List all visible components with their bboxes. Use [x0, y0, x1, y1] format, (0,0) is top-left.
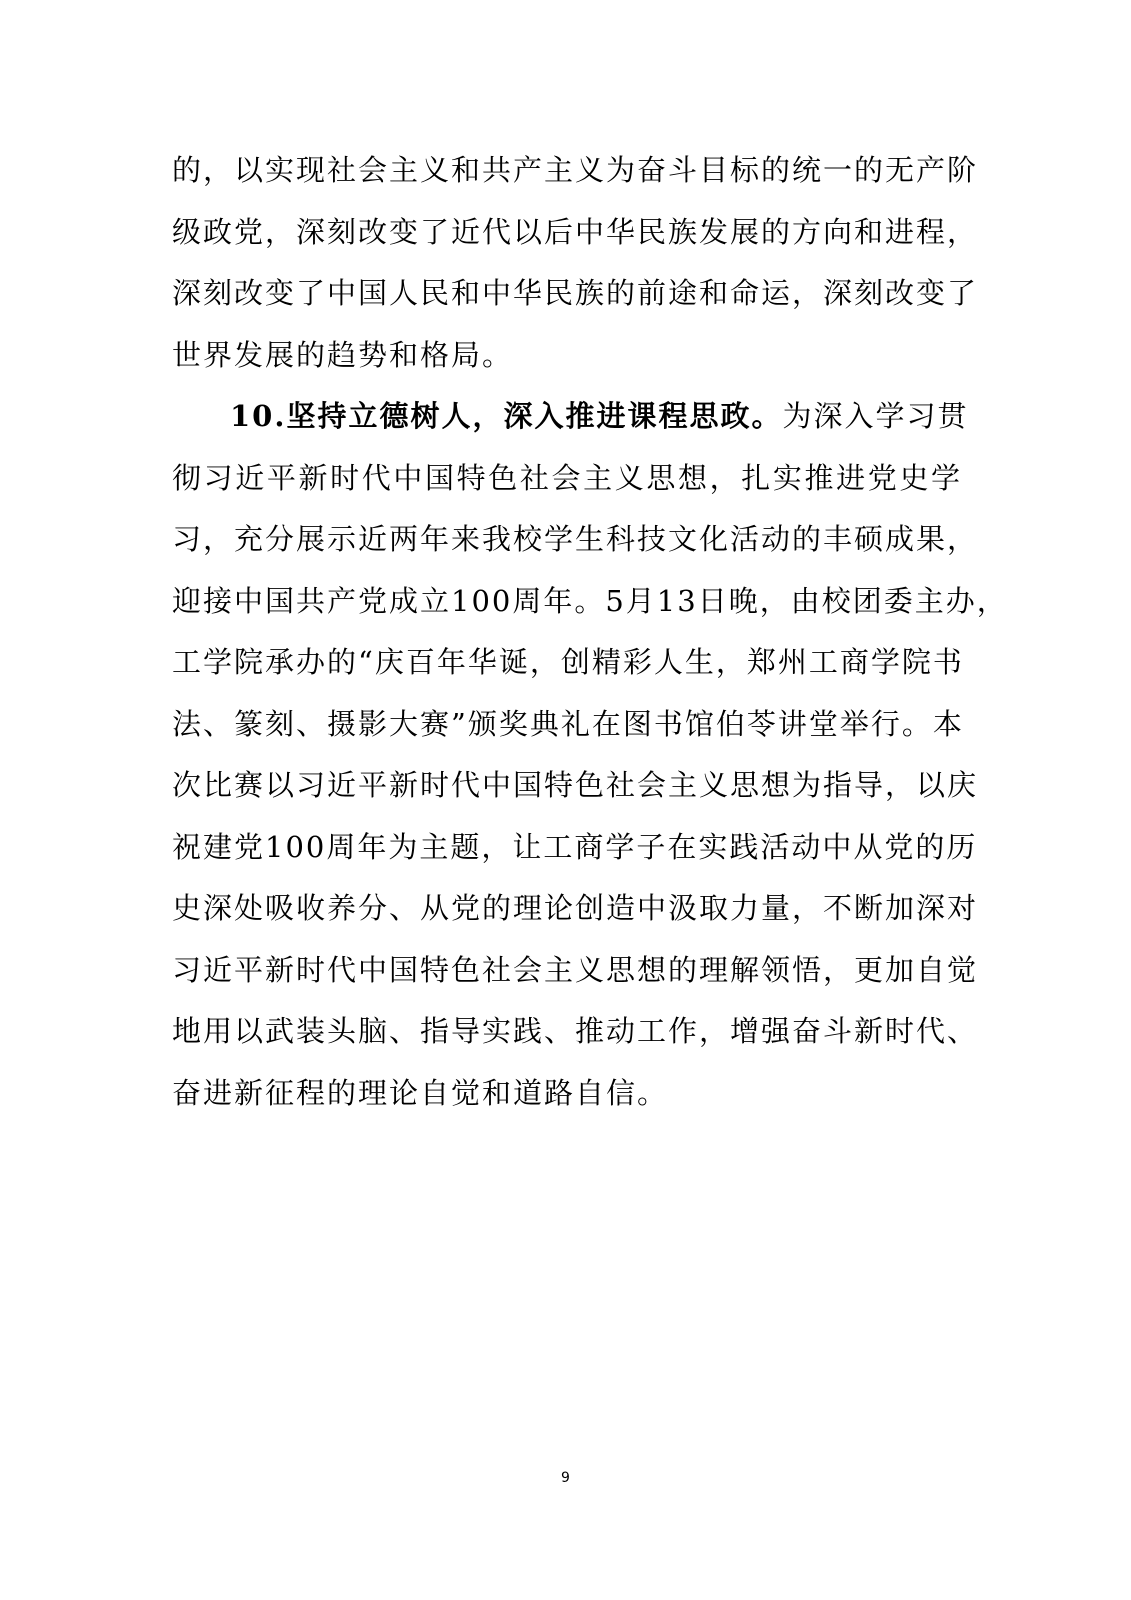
text-line: 法、篆刻、摄影大赛”颁奖典礼在图书馆伯苓讲堂举行。本: [172, 706, 964, 741]
page-number: 9: [561, 1470, 570, 1486]
text-line: 深刻改变了中国人民和中华民族的前途和命运，深刻改变了: [172, 276, 979, 310]
text-line: 祝建党100周年为主题，让工商学子在实践活动中从党的历: [172, 829, 978, 864]
text-line: 的，以实现社会主义和共产主义为奋斗目标的统一的无产阶: [172, 153, 979, 187]
text-line: 次比赛以习近平新时代中国特色社会主义思想为指导，以庆: [172, 768, 979, 802]
text-span: 为深入学习贯: [782, 399, 969, 433]
text-line: 世界发展的趋势和格局。: [172, 337, 514, 372]
text-line: 习，充分展示近两年来我校学生科技文化活动的丰硕成果，: [172, 522, 979, 556]
text-line: 彻习近平新时代中国特色社会主义思想，扎实推进党史学: [172, 460, 962, 495]
paragraph-continuation: [172, 140, 979, 386]
text-line: 奋进新征程的理论自觉和道路自信。: [172, 1075, 669, 1110]
text-line: 习近平新时代中国特色社会主义思想的理解领悟，更加自觉: [172, 952, 979, 987]
text-line: 地用以武装头脑、指导实践、推动工作，增强奋斗新时代、: [172, 1014, 979, 1048]
section-heading: 10.坚持立德树人，深入推进课程思政。: [230, 399, 783, 433]
text-line: 史深处吸收养分、从党的理论创造中汲取力量，不断加深对: [172, 891, 979, 925]
text-line: 迎接中国共产党成立100周年。5月13日晚，由校团委主办，: [172, 583, 1008, 618]
body-text: [172, 140, 1008, 1124]
paragraph-item-10: [172, 386, 1008, 1124]
text-line: 级政党，深刻改变了近代以后中华民族发展的方向和进程，: [172, 214, 979, 249]
text-line: 工学院承办的“庆百年华诞，创精彩人生，郑州工商学院书: [172, 645, 964, 679]
text-line: [172, 386, 969, 448]
